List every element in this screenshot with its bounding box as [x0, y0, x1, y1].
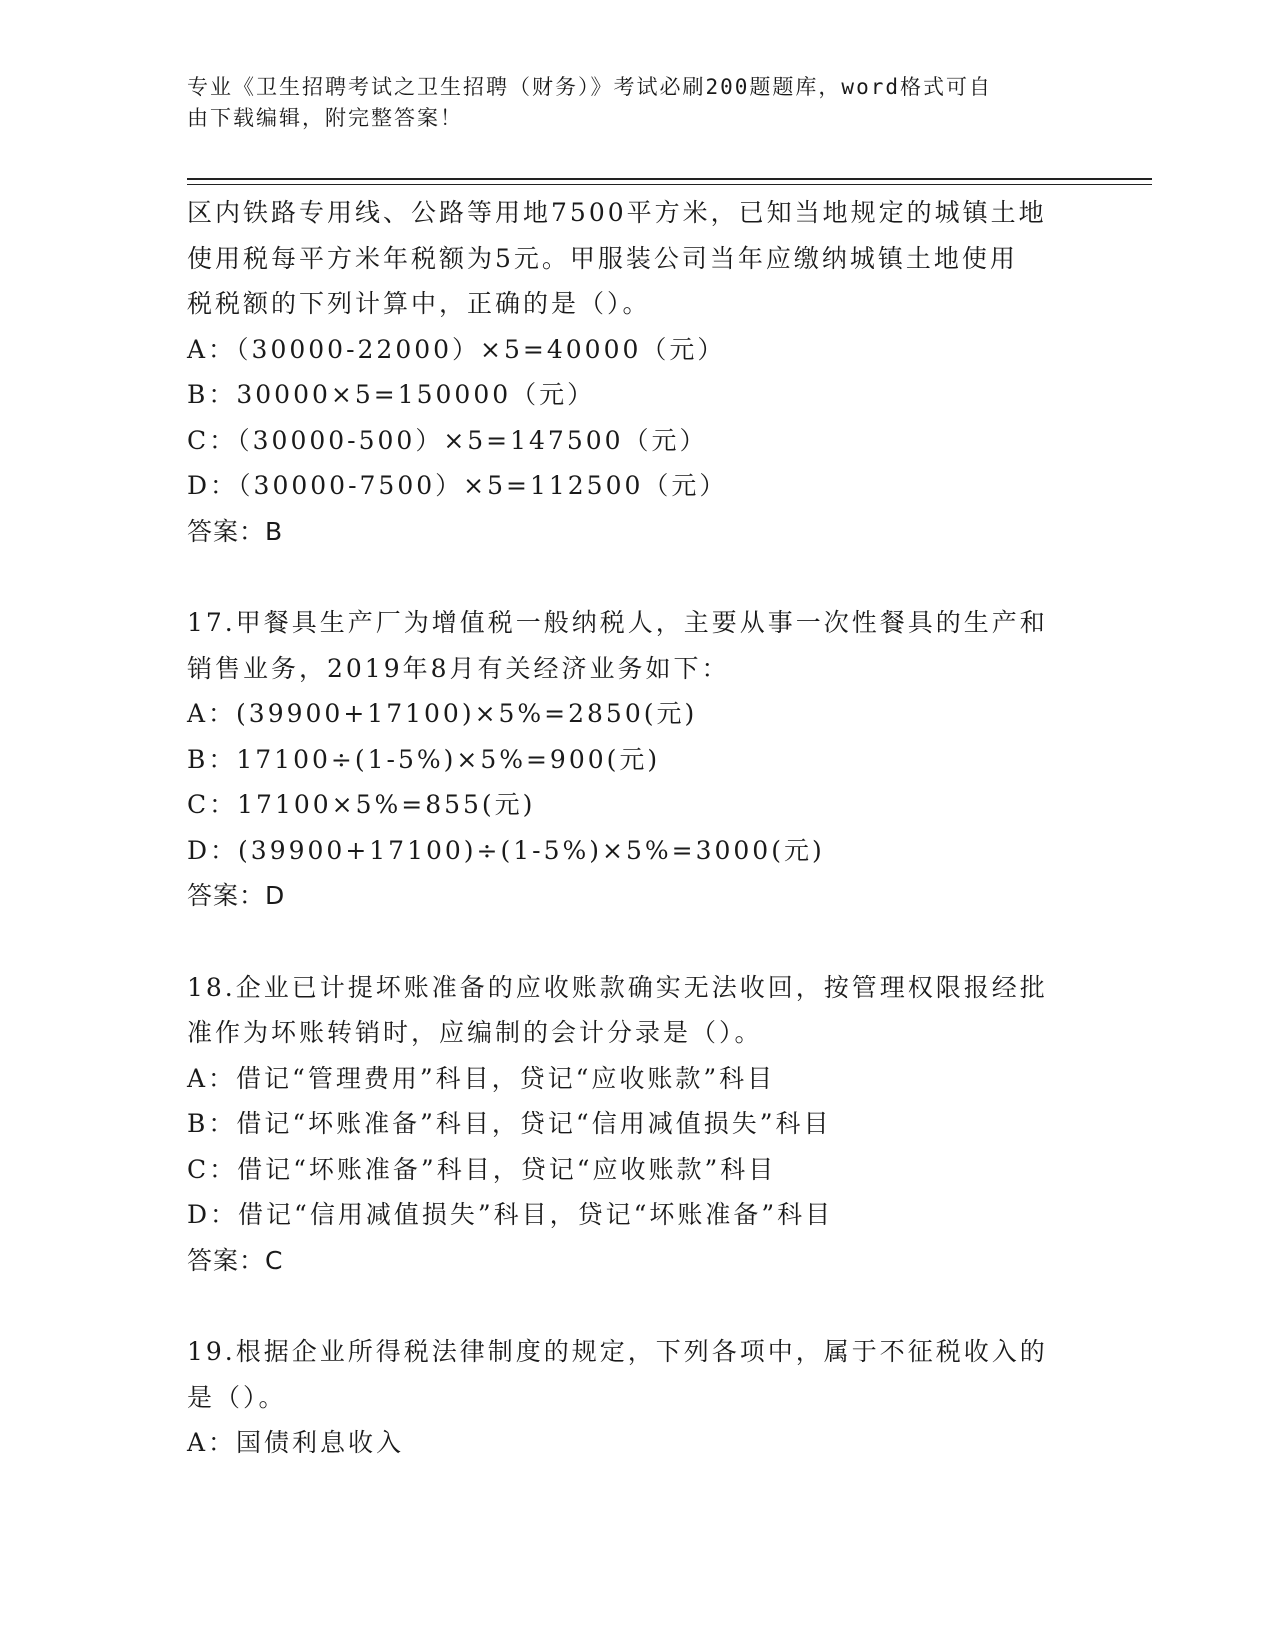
question-stem-line: 销售业务，2019年8月有关经济业务如下： [187, 653, 730, 683]
question-stem-line: 准作为坏账转销时，应编制的会计分录是（）。 [187, 1018, 763, 1047]
question-17 [187, 600, 1087, 919]
option-c: C：（30000-500）×5=147500（元） [187, 425, 708, 455]
option-b: B：17100÷(1-5%)×5%=900(元) [187, 744, 661, 774]
option-a: A：（30000-22000）×5=40000（元） [187, 334, 726, 364]
question-stem-line: 18.企业已计提坏账准备的应收账款确实无法收回，按管理权限报经批 [187, 972, 1048, 1002]
option-a: A：国债利息收入 [187, 1428, 405, 1457]
header-divider-thin [187, 184, 1152, 185]
question-stem-line: 区内铁路专用线、公路等用地7500平方米，已知当地规定的城镇土地 [187, 198, 1047, 227]
header-title-line-2: 由下载编辑，附完整答案！ [187, 106, 463, 130]
option-b: B：30000×5=150000（元） [187, 380, 596, 409]
option-a: A：(39900+17100)×5%=2850(元) [187, 699, 698, 728]
spacer [187, 554, 1087, 600]
option-c: C：17100×5%=855(元) [187, 790, 536, 819]
option-c: C：借记“坏账准备”科目，贷记“应收账款”科目 [187, 1154, 777, 1184]
header-title-line-1: 专业《卫生招聘考试之卫生招聘（财务）》考试必刷200题题库，word格式可自 [187, 75, 992, 99]
question-19 [187, 1329, 1087, 1466]
option-d: D：(39900+17100)÷(1-5%)×5%=3000(元) [187, 835, 825, 865]
question-stem-line: 是（）。 [187, 1382, 287, 1412]
question-stem-line: 17.甲餐具生产厂为增值税一般纳税人，主要从事一次性餐具的生产和 [187, 608, 1048, 637]
question-16 [187, 190, 1087, 554]
question-18 [187, 965, 1087, 1284]
option-d: D：借记“信用减值损失”科目，贷记“坏账准备”科目 [187, 1200, 834, 1229]
answer-line: 答案：B [187, 516, 284, 546]
answer-line: 答案：D [187, 881, 286, 910]
spacer [187, 1283, 1087, 1329]
question-stem-line: 税税额的下列计算中，正确的是（）。 [187, 289, 651, 318]
question-stem-line: 使用税每平方米年税额为5元。甲服装公司当年应缴纳城镇土地使用 [187, 243, 1018, 273]
answer-line: 答案：C [187, 1245, 284, 1275]
spacer [187, 919, 1087, 965]
option-a: A：借记“管理费用”科目，贷记“应收账款”科目 [187, 1063, 776, 1093]
option-b: B：借记“坏账准备”科目，贷记“信用减值损失”科目 [187, 1109, 832, 1138]
question-list [187, 190, 1087, 1466]
question-stem-line: 19.根据企业所得税法律制度的规定，下列各项中，属于不征税收入的 [187, 1337, 1048, 1366]
document-header [187, 72, 1067, 134]
header-divider-thick [187, 178, 1152, 180]
option-d: D：（30000-7500）×5=112500（元） [187, 471, 728, 500]
